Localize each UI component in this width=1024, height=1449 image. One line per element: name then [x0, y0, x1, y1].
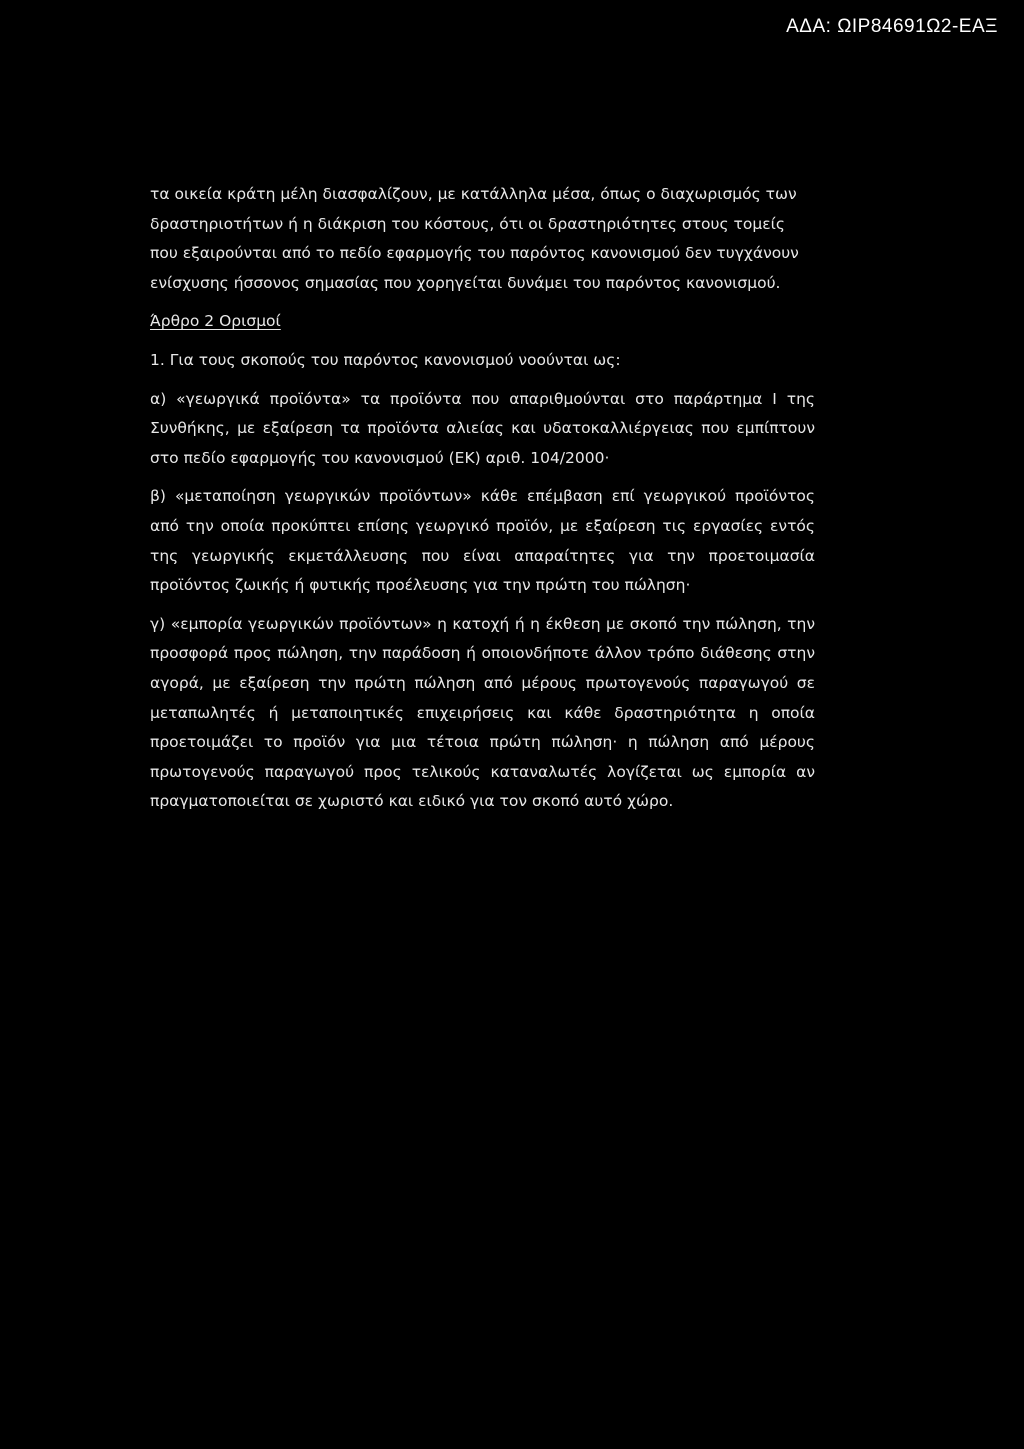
- document-body: [150, 180, 815, 826]
- definition-b: β) «μεταποίηση γεωργικών προϊόντων» κάθε επέμβαση επί γεωργικού προϊόντος από την οποία προκύπτει επίσης γεωργικό προϊόν, με εξαίρεση τις εργασίες εντός της γεωργικής εκμετάλλευσης που είναι απαραίτητες για την προετοιμασία προϊόντος ζωικής ή φυτικής προέλευσης για την πρώτη του πώληση·: [150, 487, 815, 595]
- definition-c: γ) «εμπορία γεωργικών προϊόντων» η κατοχή ή η έκθεση με σκοπό την πώληση, την προσφορά προς πώληση, την παράδοση ή οποιονδήποτε άλλον τρόπο διάθεσης στην αγορά, με εξαίρεση την πρώτη πώληση από μέρους πρωτογενούς παραγωγού σε μεταπωλητές ή μεταποιητικές επιχειρήσεις και κάθε δραστηριότητα η οποία προετοιμάζει το προϊόν για μια τέτοια πρώτη πώληση· η πώληση από μέρους πρωτογενούς παραγωγού προς τελικούς καταναλωτές λογίζεται ως εμπορία αν πραγματοποιείται σε χωριστό και ειδικό για τον σκοπό αυτό χώρο.: [150, 614, 815, 811]
- ada-code: ΑΔΑ: ΩΙΡ84691Ω2-ΕΑΞ: [786, 16, 998, 37]
- definition-a: α) «γεωργικά προϊόντα» τα προϊόντα που απαριθμούνται στο παράρτημα Ι της Συνθήκης, με εξαίρεση τα προϊόντα αλιείας και υδατοκαλλιέργειας που εμπίπτουν στο πεδίο εφαρμογής του κανονισμού (ΕΚ) αριθ. 104/2000·: [150, 389, 815, 467]
- definitions-intro: 1. Για τους σκοπούς του παρόντος κανονισμού νοούνται ως:: [150, 350, 621, 369]
- article-heading: Άρθρο 2 Ορισμοί: [150, 312, 281, 331]
- intro-paragraph: τα οικεία κράτη μέλη διασφαλίζουν, με κατάλληλα μέσα, όπως ο διαχωρισμός των δραστηριοτήτων ή η διάκριση του κόστους, ότι οι δραστηριότητες στους τομείς που εξαιρούνται από το πεδίο εφαρμογής του παρόντος κανονισμού δεν τυγχάνουν ενίσχυσης ήσσονος σημασίας που χορηγείται δυνάμει του παρόντος κανονισμού.: [150, 185, 799, 292]
